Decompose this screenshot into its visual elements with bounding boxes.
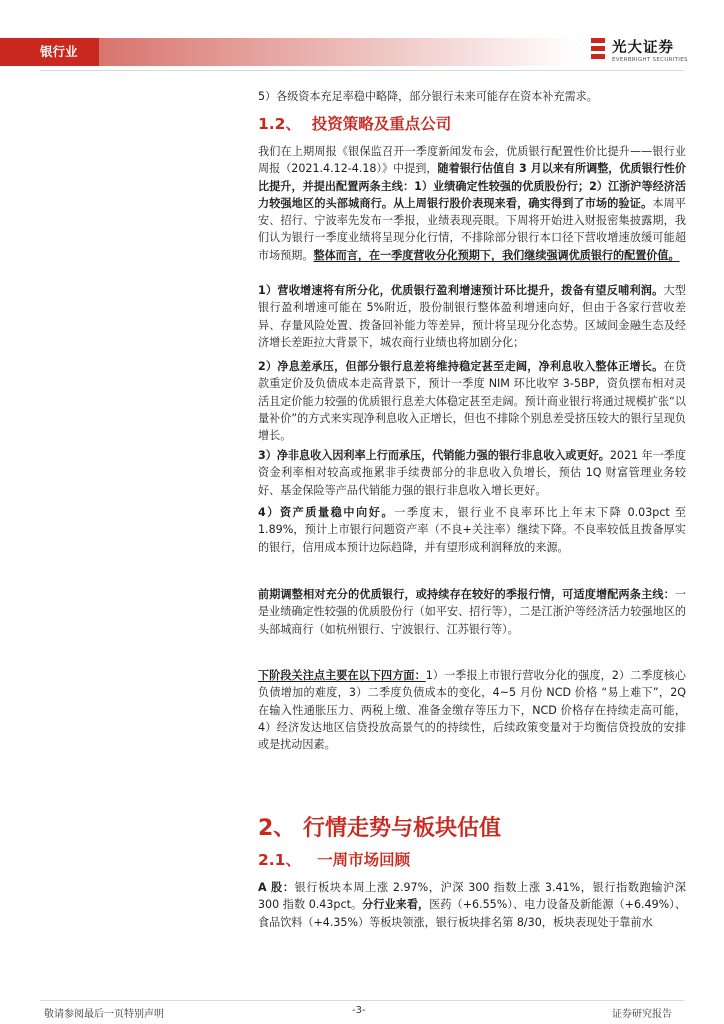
paragraph-market-review [258, 879, 690, 931]
page-number: -3- [352, 1005, 366, 1016]
text-bold: 随着银行估值自 3 月以来有所调整，优质银行性价比提升，并提出配置两条主线：1）业绩确定性较强的优质股份行；2）江浙沪等经济活力较强地区的头部城商行。从上周银行股价表现来看，确实得到了市场的验证。 [258, 162, 686, 210]
text-bold-underline: 下阶段关注点主要在以下四方面： [258, 669, 426, 682]
everbright-logo [588, 34, 688, 68]
text-plain: 我们在上期周报《银保监召开一季度新闻发布会，优质银行配置性价比提升——银行业周报（2021.4.12-4.18）》中提到， [258, 145, 686, 176]
paragraph-nim [258, 358, 686, 444]
text-bold: 前期调整相对充分的优质银行，或持续存在较好的季报行情，可适度增配两条主线： [258, 588, 675, 601]
footer-disclaimer: 敬请参阅最后一页特别声明 [44, 1009, 164, 1020]
section-tab: 银行业 [0, 38, 99, 66]
text-plain: 一是业绩确定性较强的优质股份行（如平安、招行等），二是江浙沪等经济活力较强地区的头部城商行（如杭州银行、宁波银行、江苏银行等）。 [258, 588, 686, 636]
section-heading-2-1 [258, 848, 410, 870]
text-plain: 银行板块本周上涨 2.97%，沪深 300 指数上涨 3.41%，银行指数跑输沪深 300 指数 0.43pct。 [258, 881, 690, 912]
section-number: 2、 [258, 816, 296, 841]
section-title: 行情走势与板块估值 [302, 816, 501, 841]
text-bold: 1）营收增速将有所分化，优质银行盈利增速预计环比提升，拨备有望反哺利润。 [258, 284, 664, 297]
text-plain: 医药（+6.55%）、电力设备及新能源（+6.49%）、食品饮料（+4.35%）等板块领涨，银行板块排名第 8/30，板块表现处于靠前水 [258, 898, 686, 929]
text-plain: 一季度末，银行业不良率环比上年末下降 0.03pct 至 1.89%，预计上市银行问题资产率（不良+关注率）继续下降。不良率较低且拨备厚实的银行，信用成本预计边际趋降，并有望形成利润释放的来源。 [258, 506, 690, 554]
section-number: 2.1、 [258, 851, 301, 869]
paragraph-focus [258, 667, 690, 753]
footer-doc-type: 证券研究报告 [612, 1009, 672, 1020]
paragraph-nonint [258, 447, 686, 499]
section-title: 投资策略及重点公司 [311, 115, 452, 133]
text-bold: 3）净非息收入因利率上行而承压，代销能力强的银行非息收入或更好。 [258, 449, 610, 462]
paragraph-allocation [258, 586, 686, 638]
text-bold: 分行业来看， [362, 898, 430, 912]
paragraph-asset-quality [258, 504, 690, 556]
section-number: 1.2、 [258, 115, 301, 133]
section-heading-1-2 [258, 112, 451, 134]
section-heading-2 [258, 811, 686, 842]
logo-subtext: EVERBRIGHT SECURITIES [612, 57, 688, 63]
logo-mark-icon [588, 36, 608, 62]
text-bold-underline: 整体而言，在一季度营收分化预期下，我们继续强调优质银行的配置价值。 [313, 248, 680, 262]
text-plain: 2021 年一季度资金利率相对较高或拖累非手续费部分的非息收入负增长，预估 1Q 财富管理业务较好、基金保险等产品代销能力强的银行非息收入增长更好。 [258, 449, 686, 497]
header-band [99, 38, 579, 66]
text-bold: 2）净息差承压，但部分银行息差将维持稳定甚至走阔，净利息收入整体正增长。 [258, 360, 664, 373]
intro-note: 5）各级资本充足率稳中略降，部分银行未来可能存在资本补充需求。 [258, 90, 598, 103]
text-plain: 本周平安、招行、宁波率先发布一季报，业绩表现亮眼。下周将开始进入财报密集披露期，我们认为银行一季度业绩将呈现分化行情，不排除部分银行本口径下营收增速放缓可能超市场预期。 [258, 196, 686, 262]
footer-divider [40, 1000, 684, 1001]
text-plain: 在贷款重定价及负债成本走高背景下，预计一季度 NIM 环比收窄 3-5BP，资负摆布相对灵活且定价能力较强的优质银行息差大体稳定甚至走阔。预计商业银行将通过规模扩张“以量补价”的方式来实现净利息收入正增长，但也不排除个别息差受挤压较大的银行呈现负增长。 [258, 360, 686, 442]
section-title: 一周市场回顾 [317, 851, 411, 869]
text-bold: 4）资产质量稳中向好。 [258, 506, 395, 519]
paragraph-revenue [258, 282, 686, 351]
text-plain: 1）一季报上市银行营收分化的强度，2）二季度核心负债增加的难度，3）二季度负债成本的变化，4~5 月份 NCD 价格 “易上难下”，2Q 在输入性通胀压力、两税上缴、准备金缴存等压力下，NCD 价格存在持续走高可能，4）经济发达地区信贷投放高景气的的持续性，后续政策变量对于均衡信贷投放的安排或是扰动因素。 [258, 669, 690, 751]
text-plain: 大型银行盈利增速可能在 5%附近，股份制银行整体盈利增速向好，但由于各家行营收差异、存量风险处置、拨备回补能力等差异，预计将呈现分化态势。区域间金融生态及经济增长差距拉大背景下，城农商行业绩也将加剧分化； [258, 284, 686, 349]
text-bold: A 股： [258, 881, 295, 894]
header-divider [40, 70, 684, 71]
paragraph-strategy [258, 143, 686, 264]
logo-text: 光大证券 [612, 40, 674, 56]
